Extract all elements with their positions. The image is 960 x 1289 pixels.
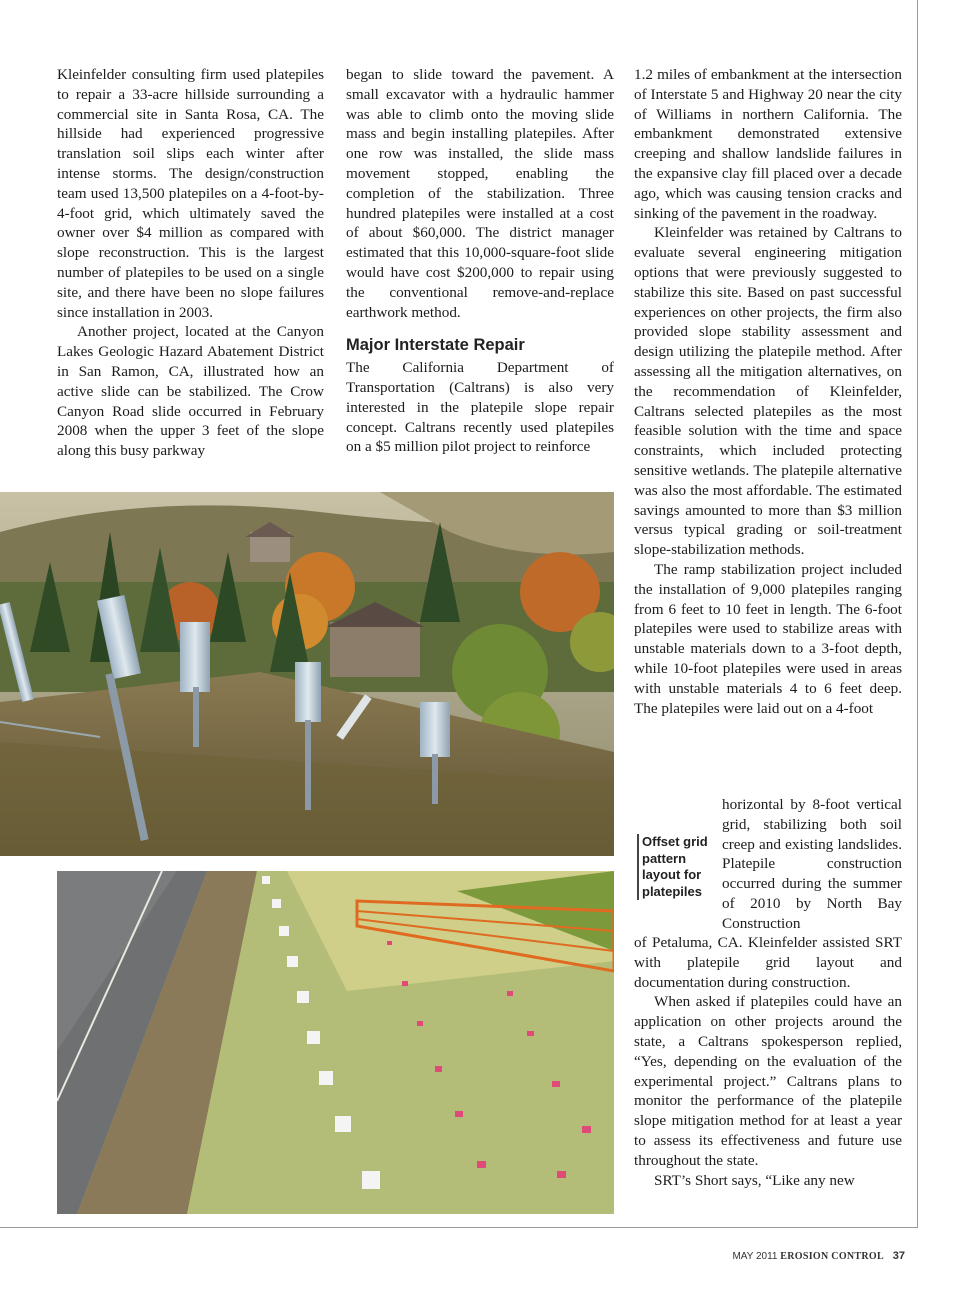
paragraph: The California Department of Transportation (Caltrans) is also very interested in the platepile slope repair concept. Caltrans recently used platepiles on a $5 million pilot project to reinforce [346, 359, 614, 456]
column-2 [346, 65, 614, 457]
paragraph: of Petaluma, CA. Kleinfelder assisted SRT with platepile grid layout and documentation during construction. [634, 934, 902, 991]
paragraph: 1.2 miles of embankment at the intersection of Interstate 5 and Highway 20 near the city of Williams in northern California. The embankment demonstrated extensive creeping and shallow landslide failures in the expansive clay fill placed over a decade ago, which was causing tension cracks and sinking of the pavement in the roadway. [634, 66, 902, 222]
column-1 [57, 65, 324, 461]
issue-date: MAY 2011 [732, 1251, 778, 1262]
paragraph: horizontal by 8-foot vertical grid, stabilizing both soil creep and existing landslides. Platepile construction occurred during the summer of 2010 by North Bay Construction [722, 796, 902, 932]
paragraph: Kleinfelder consulting firm used platepiles to repair a 33-acre hillside surrounding a commercial site in Santa Rosa, CA. The hillside had experienced progressive translation soil slips each winter after intense storms. The design/construction team used 13,500 platepiles on a 4-foot-by-4-foot grid, which ultimately saved the owner over $4 million as compared with slope reconstruction. This is the largest number of platepiles to be used on a single site, and there have been no slope failures since installation in 2003. [57, 66, 324, 321]
hillside-photo-graphic [0, 492, 614, 856]
page-footer [700, 1250, 905, 1262]
page-edge-bottom [0, 1227, 918, 1228]
roadside-slope-photo [57, 871, 614, 1214]
paragraph: When asked if platepiles could have an application on other projects around the state, a Caltrans spokesperson replied, “Yes, depending on the evaluation of the experimental project.” Caltrans plans to monitor the performance of the platepile slope mitigation method for at least a year to assess its effectiveness and future use throughout the state. [634, 993, 902, 1169]
column-3 [634, 65, 902, 718]
page-number: 37 [892, 1250, 905, 1262]
paragraph: SRT’s Short says, “Like any new [654, 1171, 855, 1189]
magazine-name: EROSION CONTROL [780, 1251, 884, 1262]
column-3-continued [634, 933, 902, 1190]
column-3-wrap-text [722, 795, 902, 934]
paragraph: The ramp stabilization project included the installation of 9,000 platepiles ranging from 6 feet to 10 feet in length. The 6-foot platepiles were used to stabilize areas with unstable materials down to a 3-foot depth, while 10-foot platepiles were used in areas with unstable materials 4 to 6 feet deep. The platepiles were laid out on a 4-foot [634, 560, 902, 717]
section-heading: Major Interstate Repair [346, 336, 525, 355]
photo-caption: Offset grid pattern layout for platepiles [637, 834, 718, 900]
paragraph: Another project, located at the Canyon Lakes Geologic Hazard Abatement District in San Ramon, CA, illustrated how an active slide can be stabilized. The Crow Canyon Road slide occurred in February 2008 when the upper 3 feet of the slope along this busy parkway [57, 323, 324, 460]
page-edge-right [917, 0, 918, 1228]
paragraph: Kleinfelder was retained by Caltrans to evaluate several engineering mitigation options that were previously suggested to stabilize this site. Based on past successful experiences on other projects, the firm also provided slope stability assessment and design utilizing the platepile method. After assessing all the mitigation alternatives, on the recommendation of Kleinfelder, Caltrans selected platepiles as the most feasible solution with the time and space constraints, which included protecting sensitive wetlands. The platepile alternative was also the most affordable. The estimated savings amounted to more than $3 million versus typical grading or soil-treatment slope-stabilization methods. [634, 224, 902, 559]
roadside-photo-graphic [57, 871, 614, 1214]
hillside-platepiles-photo [0, 492, 614, 856]
paragraph: began to slide toward the pavement. A small excavator with a hydraulic hammer was able to climb onto the moving slide mass and begin installing platepiles. After one row was installed, the slide mass movement stopped, enabling the completion of the stabilization. Three hundred platepiles were installed at a cost of about $60,000. The district manager estimated that this 10,000-square-foot slide would have cost $200,000 to repair using the conventional remove-and-replace earthwork method. [346, 66, 614, 321]
